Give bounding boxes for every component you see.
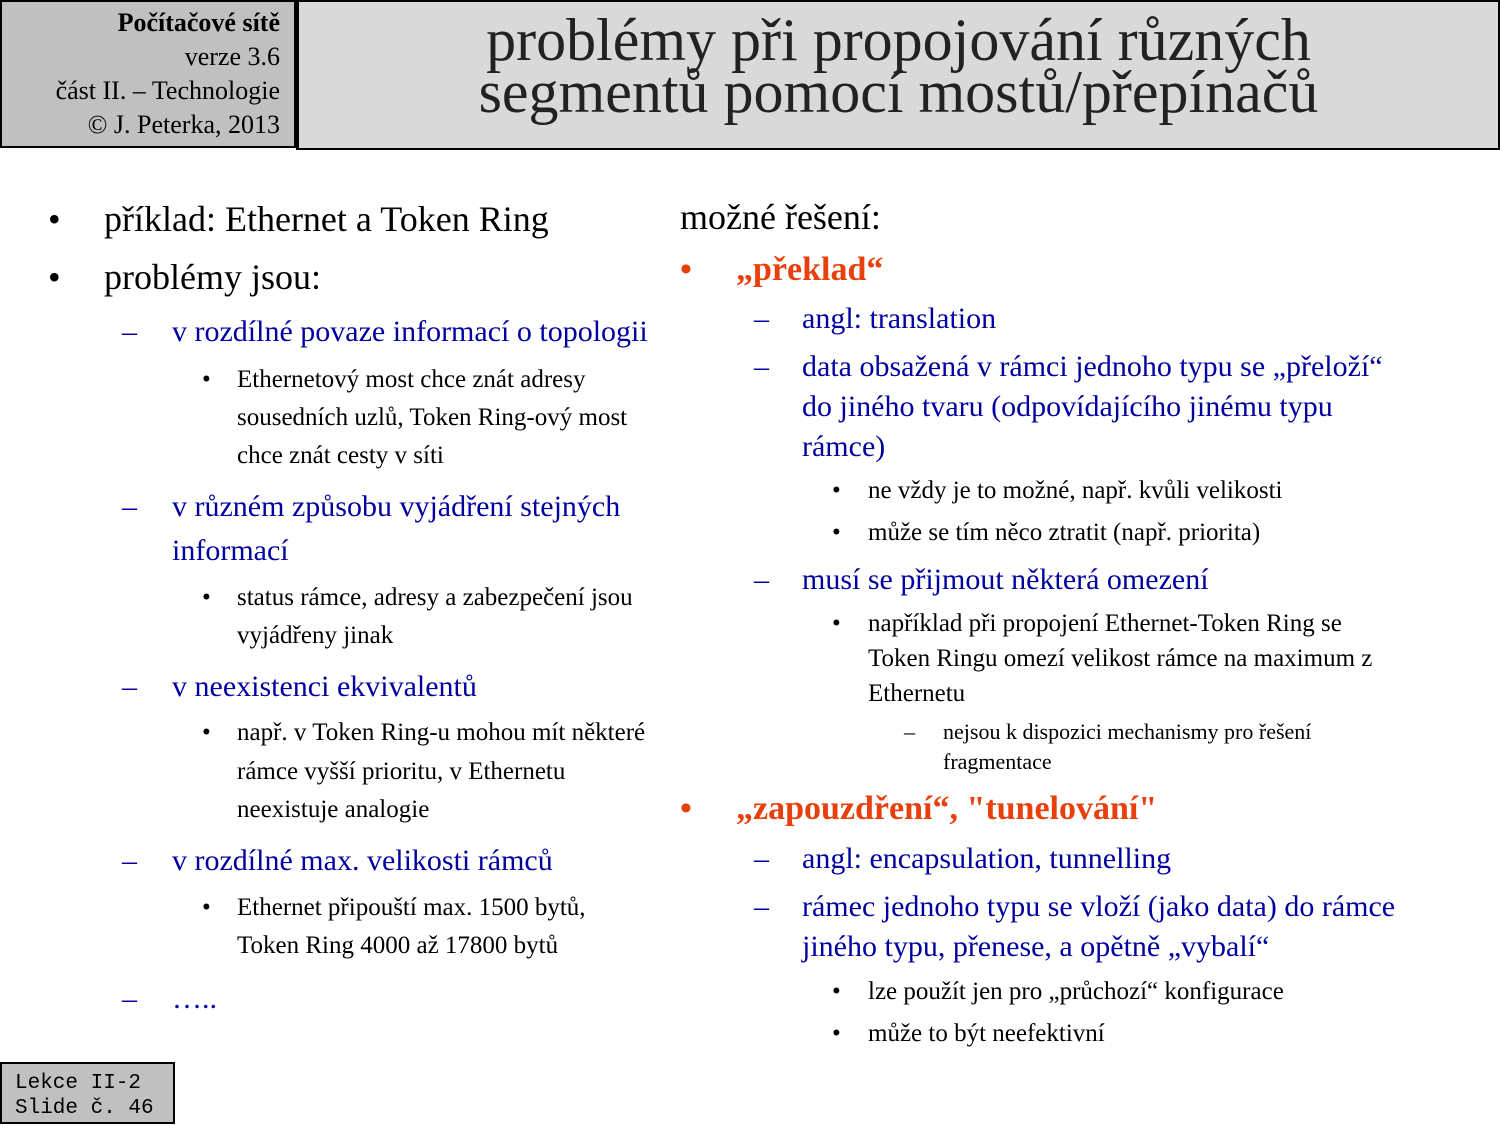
bullet-mark: • bbox=[48, 199, 61, 239]
encapsulation-note-inefficient: může to být neefektivní bbox=[868, 1020, 1105, 1047]
sub-bullet-mark: • bbox=[202, 366, 211, 393]
sub-bullet-mark: • bbox=[832, 978, 841, 1005]
translation-description-line: data obsažená v rámci jednoho typu se „přeloží“ bbox=[802, 350, 1383, 383]
encapsulation-note-transit: lze použít jen pro „průchozí“ konfigurace bbox=[868, 978, 1284, 1005]
sub-bullet-mark: • bbox=[202, 719, 211, 746]
fragmentation-note-line: fragmentace bbox=[943, 749, 1052, 774]
constraints-example-line: Token Ringu omezí velikost rámce na maximum z bbox=[868, 645, 1373, 672]
translation-note-priority: může se tím něco ztratit (např. priorita) bbox=[868, 519, 1261, 546]
constraints-example-line: například při propojení Ethernet-Token Ring se bbox=[868, 610, 1342, 637]
slide-title-line-2: segmentů pomocí mostů/přepínačů bbox=[478, 59, 1319, 125]
sub-bullet-mark: • bbox=[832, 1020, 841, 1047]
frame-size-detail-line: Ethernet připouští max. 1500 bytů, bbox=[237, 894, 586, 921]
sub-bullet-mark: • bbox=[202, 894, 211, 921]
bullet-mark: • bbox=[680, 790, 692, 827]
encapsulation-description-line: jiného typu, přenese, a opětně „vybalí“ bbox=[802, 930, 1270, 963]
encapsulation-english: angl: encapsulation, tunnelling bbox=[802, 842, 1172, 875]
course-copyright: © J. Peterka, 2013 bbox=[87, 110, 280, 139]
sub-bullet-mark: • bbox=[832, 519, 841, 546]
solution-translation: „překlad“ bbox=[736, 251, 884, 288]
problem-equivalents: v neexistenci ekvivalentů bbox=[172, 670, 477, 703]
equivalents-detail-line: neexistuje analogie bbox=[237, 796, 430, 823]
slide-title bbox=[296, 0, 1500, 150]
course-name: Počítačové sítě bbox=[117, 8, 280, 37]
course-part: část II. – Technologie bbox=[55, 76, 280, 105]
solution-encapsulation: „zapouzdření“, "tunelování" bbox=[736, 790, 1158, 827]
dash-mark: – bbox=[754, 842, 769, 875]
topology-detail-line: sousedních uzlů, Token Ring-ový most bbox=[237, 404, 628, 431]
lecture-number: Lekce II-2 bbox=[15, 1072, 142, 1095]
problem-topology: v rozdílné povaze informací o topologii bbox=[172, 315, 648, 348]
equivalents-detail-line: rámce vyšší prioritu, v Ethernetu bbox=[237, 758, 566, 785]
dash-mark: – bbox=[754, 302, 769, 335]
bullet-problems: problémy jsou: bbox=[104, 257, 321, 297]
bullet-mark: • bbox=[680, 251, 692, 288]
dash-mark: – bbox=[122, 315, 137, 348]
sub-dash-mark: – bbox=[904, 719, 915, 744]
frame-size-detail-line: Token Ring 4000 až 17800 bytů bbox=[237, 932, 559, 959]
problem-expression-line: informací bbox=[172, 534, 289, 567]
problem-expression-line: v různém způsobu vyjádření stejných bbox=[172, 490, 621, 523]
translation-constraints: musí se přijmout některá omezení bbox=[802, 563, 1209, 596]
problem-frame-size: v rozdílné max. velikosti rámců bbox=[172, 844, 553, 877]
translation-description-line: do jiného tvaru (odpovídajícího jinému typu bbox=[802, 390, 1333, 423]
course-info-box bbox=[0, 0, 296, 148]
bullet-mark: • bbox=[48, 257, 61, 297]
course-version: verze 3.6 bbox=[184, 42, 280, 71]
translation-note-size: ne vždy je to možné, např. kvůli velikosti bbox=[868, 477, 1283, 504]
encapsulation-description-line: rámec jednoho typu se vloží (jako data) do rámce bbox=[802, 890, 1396, 923]
slide-title-line-1: problémy při propojování různých bbox=[486, 7, 1311, 73]
dash-mark: – bbox=[754, 350, 769, 383]
dash-mark: – bbox=[754, 890, 769, 923]
problem-ellipsis: ….. bbox=[172, 982, 217, 1015]
equivalents-detail-line: např. v Token Ring-u mohou mít některé bbox=[237, 719, 646, 746]
translation-english: angl: translation bbox=[802, 302, 997, 335]
sub-bullet-mark: • bbox=[832, 477, 841, 504]
topology-detail-line: chce znát cesty v síti bbox=[237, 442, 444, 469]
expression-detail-line: vyjádřeny jinak bbox=[237, 622, 394, 649]
sub-bullet-mark: • bbox=[832, 610, 841, 637]
translation-description-line: rámce) bbox=[802, 430, 886, 463]
dash-mark: – bbox=[754, 563, 769, 596]
slide-number-box bbox=[0, 1062, 175, 1124]
solutions-heading: možné řešení: bbox=[680, 197, 881, 237]
dash-mark: – bbox=[122, 844, 137, 877]
constraints-example-line: Ethernetu bbox=[868, 680, 966, 707]
bullet-example: příklad: Ethernet a Token Ring bbox=[104, 199, 549, 239]
dash-mark: – bbox=[122, 490, 137, 523]
topology-detail-line: Ethernetový most chce znát adresy bbox=[237, 366, 586, 393]
dash-mark: – bbox=[122, 670, 137, 703]
dash-mark: – bbox=[122, 982, 137, 1015]
slide-number: Slide č. 46 bbox=[15, 1097, 154, 1120]
expression-detail-line: status rámce, adresy a zabezpečení jsou bbox=[237, 584, 633, 611]
fragmentation-note-line: nejsou k dispozici mechanismy pro řešení bbox=[943, 719, 1312, 744]
sub-bullet-mark: • bbox=[202, 584, 211, 611]
